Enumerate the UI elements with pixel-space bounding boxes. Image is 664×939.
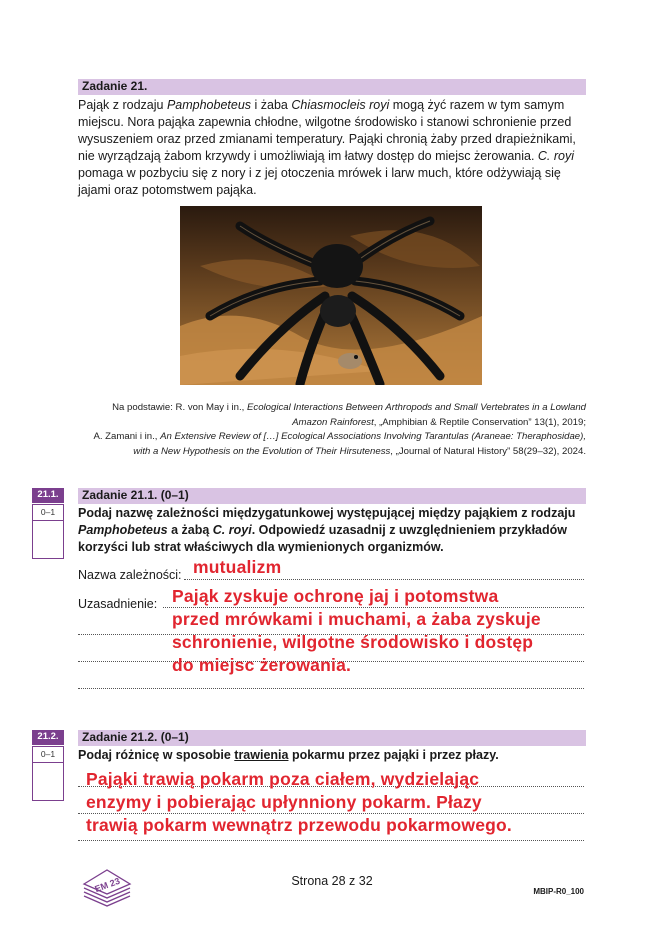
- task21-intro-text: [78, 98, 576, 197]
- justification-answer-line-1: Pająk zyskuje ochronę jaj i potomstwa: [172, 586, 499, 606]
- digestion-answer-line-2: enzymy i pobierając upłynniony pokarm. Płazy: [86, 792, 482, 812]
- relation-name-label: Nazwa zależności:: [78, 568, 182, 582]
- relation-name-answer: mutualizm: [193, 557, 282, 577]
- digestion-answer: [86, 768, 512, 837]
- text-run: A. Zamani i in.,: [93, 431, 161, 442]
- task21-2-points: 0–1: [32, 746, 64, 763]
- digestion-answer-line-1: Pająki trawią pokarm poza ciałem, wydzielając: [86, 769, 480, 789]
- task21-2-title: Zadanie 21.2. (0–1): [82, 730, 189, 744]
- exam-code: MBIP-R0_100: [533, 887, 584, 896]
- task21-1-instruction: [78, 505, 586, 556]
- text-run: . Odpowiedź uzasadnij z uwzględnieniem przykładów korzyści lub strat właściwych dla wymienionych organizmów.: [78, 523, 568, 554]
- instruction-pre: Podaj różnicę w sposobie: [78, 748, 235, 762]
- text-run: Ecological Interactions Between Arthropods and Small Vertebrates in a Lowland Amazon Rainforest: [247, 402, 586, 428]
- justification-answer-line-4: do miejsc żerowania.: [172, 655, 352, 675]
- task21-1-points: 0–1: [32, 504, 64, 521]
- text-run: , „Amphibian & Reptile Conservation” 13(1), 2019;: [373, 416, 586, 428]
- text-run: C. royi: [537, 149, 575, 163]
- text-run: i żaba: [251, 98, 292, 112]
- relation-name-line: [184, 579, 584, 580]
- task21-1-score-box: [32, 521, 64, 559]
- page-number: Strona 28 z 32: [291, 874, 373, 888]
- text-run: Na podstawie: R. von May i in.,: [112, 402, 247, 413]
- cke-logo: [80, 866, 134, 910]
- task21-intro: [78, 97, 586, 199]
- answer-line-3: [78, 840, 584, 841]
- source-line-1: [78, 401, 586, 430]
- logo-text: EM 23: [93, 875, 122, 895]
- task21-header: [78, 79, 586, 95]
- task21-1-instruction-text: [78, 506, 575, 554]
- justification-answer-line-3: schronienie, wilgotne środowisko i dostęp: [172, 632, 534, 652]
- text-run: a żabą: [167, 523, 213, 537]
- text-run: Podaj nazwę zależności międzygatunkowej występującej między pająkiem z rodzaju: [78, 506, 576, 520]
- justification-answer-line-2: przed mrówkami i muchami, a żaba zyskuje: [172, 609, 541, 629]
- text-run: Pająk z rodzaju: [78, 98, 167, 112]
- task21-source: [78, 401, 586, 459]
- task21-2-instruction: [78, 747, 586, 764]
- task21-title: Zadanie 21.: [82, 79, 148, 93]
- digestion-answer-line-3: trawią pokarm wewnątrz przewodu pokarmowego.: [86, 815, 512, 835]
- task21-2-tag: 21.2.: [32, 730, 64, 745]
- source-line-2: [78, 430, 586, 459]
- task21-1-title: Zadanie 21.1. (0–1): [82, 488, 189, 502]
- text-run: An Extensive Review of […] Ecological Associations Involving Tarantulas (Araneae: Theraphosidae), with a New Hypothesis on the Evolution of Their Hirsuteness: [133, 431, 586, 457]
- text-run: Pamphobeteus: [78, 523, 168, 537]
- justification-label: Uzasadnienie:: [78, 597, 158, 611]
- task21-2-score-box: [32, 763, 64, 801]
- text-run: Chiasmocleis royi: [291, 98, 390, 112]
- justification-line-4: [78, 688, 584, 689]
- task21-1-tag: 21.1.: [32, 488, 64, 503]
- instruction-post: pokarmu przez pająki i przez płazy.: [288, 748, 499, 762]
- task21-2-header: [78, 730, 586, 746]
- instruction-underlined: trawienia: [234, 748, 289, 762]
- text-run: Pamphobeteus: [166, 98, 252, 112]
- text-run: C. royi: [212, 523, 252, 537]
- justification-answer: [172, 585, 541, 677]
- text-run: mogą żyć razem w tym samym miejscu. Nora pająka zapewnia chłodne, wilgotne środowisko i stanowi schronienie przed wysuszeniem oraz przed zmianami temperatury. Pająki chronią żaby przed drapieżnikami, nie wyrządzają żabom krzywdy i umożliwiają im łatwy dostęp do miejsc żerowania.: [78, 98, 576, 163]
- text-run: pomaga w pozbyciu się z nory i z jej otoczenia mrówek i larw much, które odżywiają się jajami oraz potomstwem pająka.: [78, 166, 561, 197]
- tarantula-frog-photo: [180, 206, 482, 385]
- task21-1-header: [78, 488, 586, 504]
- text-run: , „Journal of Natural History” 58(29–32), 2024.: [390, 445, 586, 457]
